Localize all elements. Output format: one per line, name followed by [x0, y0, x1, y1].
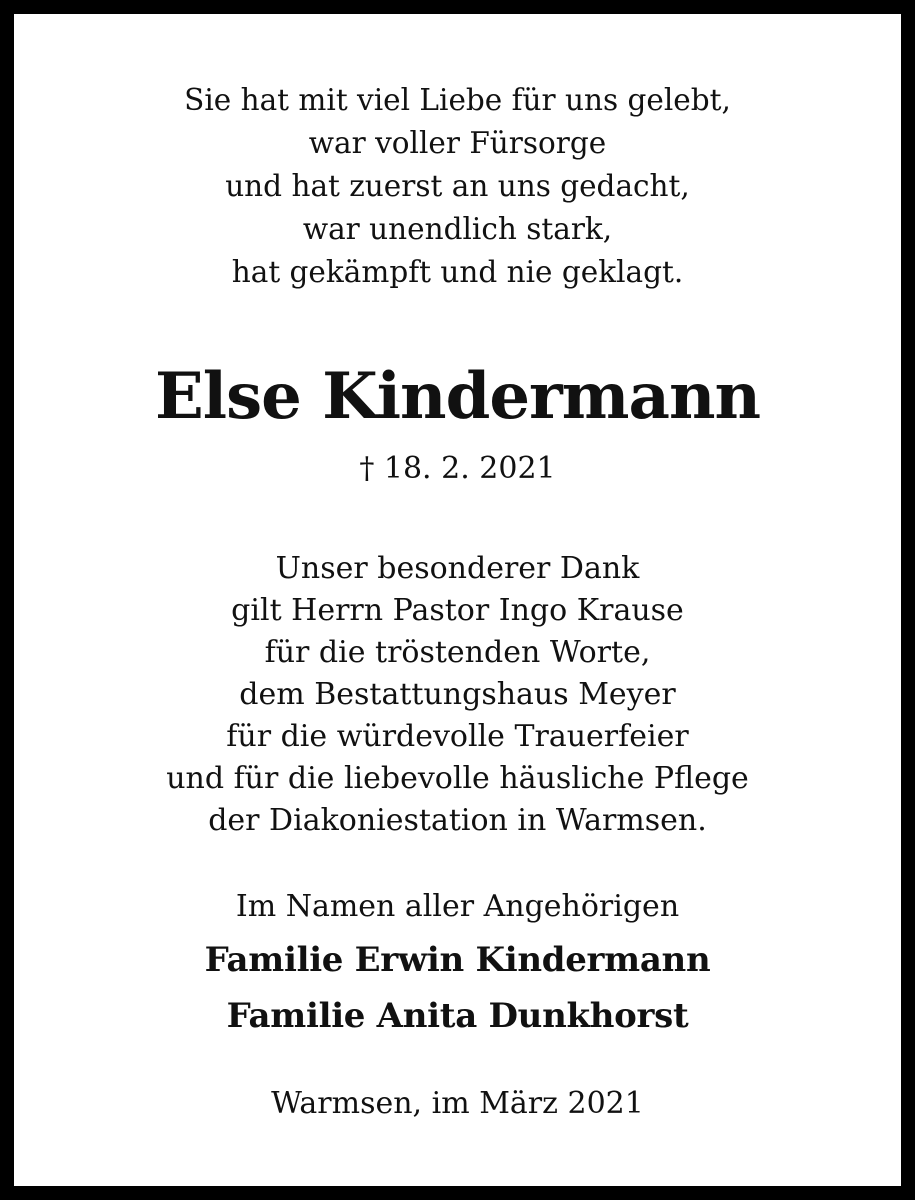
poem-line: hat gekämpft und nie geklagt. — [231, 255, 684, 289]
thanks-line: der Diakoniestation in Warmsen. — [208, 803, 707, 838]
thanks-line: gilt Herrn Pastor Ingo Krause — [231, 593, 684, 628]
thanks-line: für die würdevolle Trauerfeier — [226, 719, 689, 754]
family-name: Familie Anita Dunkhorst — [226, 996, 689, 1036]
poem-line: Sie hat mit viel Liebe für uns gelebt, — [184, 83, 731, 117]
death-date: † 18. 2. 2021 — [359, 451, 556, 486]
thanks-line: Unser besonderer Dank — [275, 551, 640, 586]
family-name: Familie Erwin Kindermann — [204, 940, 711, 980]
thanks-line: für die tröstenden Worte, — [264, 635, 651, 670]
poem-line: war unendlich stark, — [302, 212, 613, 246]
signature-intro: Im Namen aller Angehörigen — [235, 889, 680, 924]
deceased-name: Else Kindermann — [154, 359, 761, 434]
thanks-line: dem Bestattungshaus Meyer — [239, 677, 676, 712]
thanks-line: und für die liebevolle häusliche Pflege — [166, 761, 749, 796]
place-date: Warmsen, im März 2021 — [271, 1086, 644, 1121]
poem-line: war voller Fürsorge — [308, 126, 607, 160]
poem-line: und hat zuerst an uns gedacht, — [225, 169, 690, 203]
